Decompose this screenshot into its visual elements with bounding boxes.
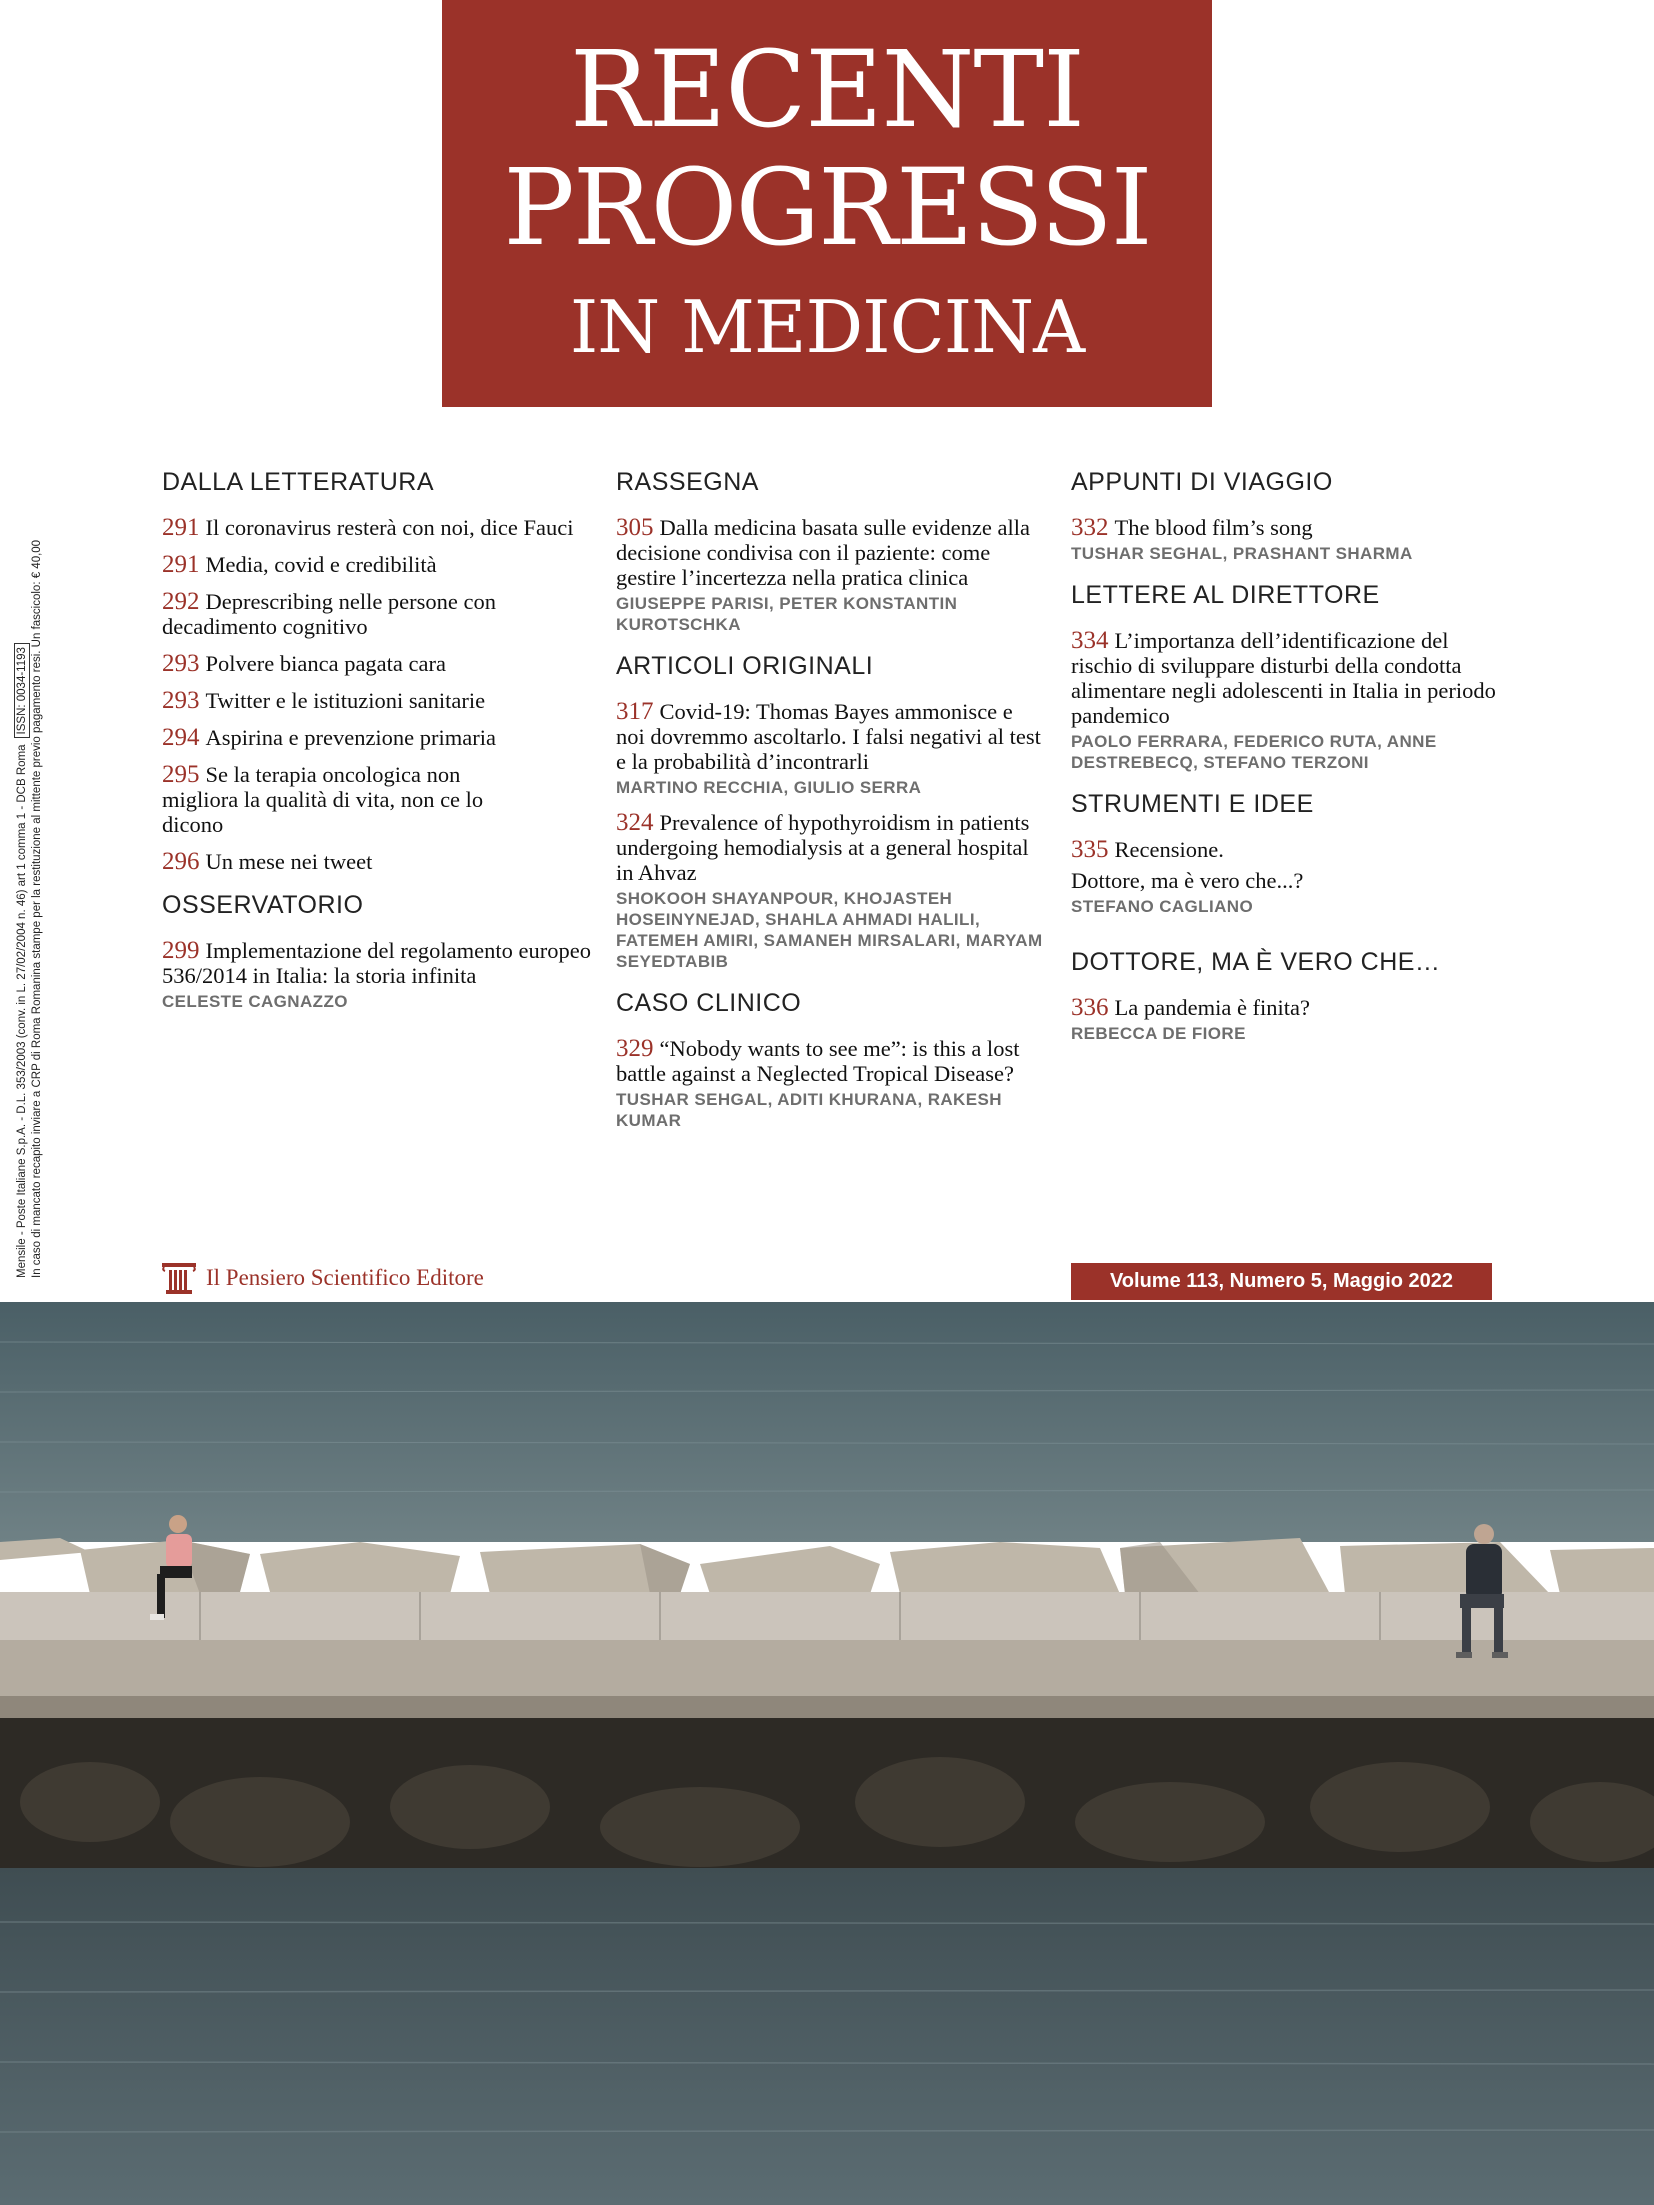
toc-item[interactable] xyxy=(616,515,1036,635)
toc-item[interactable] xyxy=(616,1036,1046,1131)
article-title: Covid-19: Thomas Bayes ammonisce e noi dovremmo ascoltarlo. I falsi negativi al test e la probabilità d’incontrarli xyxy=(616,699,1041,774)
postal-info xyxy=(14,458,44,1278)
section-dottore-ma-e-vero-che xyxy=(1071,945,1501,1044)
masthead-line-1: RECENTI xyxy=(570,28,1084,151)
section-title: RASSEGNA xyxy=(616,468,759,496)
section-osservatorio xyxy=(162,888,592,1012)
article-title: Media, covid e credibilità xyxy=(205,552,437,577)
article-authors: REBECCA DE FIORE xyxy=(1071,1024,1246,1043)
page-number: 329 xyxy=(616,1035,654,1062)
section-title: DOTTORE, MA È VERO CHE… xyxy=(1071,948,1441,976)
toc-column-2 xyxy=(616,465,1046,1145)
article-title: Deprescribing nelle persone con decadimento cognitivo xyxy=(162,589,497,639)
toc-item[interactable] xyxy=(162,651,592,676)
masthead-line-2: PROGRESSI xyxy=(503,146,1151,269)
publisher xyxy=(160,1258,484,1298)
page-number: 299 xyxy=(162,937,200,964)
article-title: Dalla medicina basata sulle evidenze alla decisione condivisa con il paziente: come gestire l’incertezza nella pratica clinica xyxy=(616,515,1030,590)
page-number: 335 xyxy=(1071,836,1109,863)
toc-item[interactable] xyxy=(162,552,592,577)
article-title: La pandemia è finita? xyxy=(1114,995,1311,1020)
section-title: CASO CLINICO xyxy=(616,989,802,1017)
page-number: 293 xyxy=(162,687,200,714)
article-authors: TUSHAR SEHGAL, ADITI KHURANA, RAKESH KUMAR xyxy=(616,1090,1002,1130)
toc-item[interactable] xyxy=(162,762,502,837)
masthead-line-3: IN MEDICINA xyxy=(569,285,1085,369)
toc-item[interactable] xyxy=(162,849,592,874)
page-number: 324 xyxy=(616,809,654,836)
page-number: 334 xyxy=(1071,627,1109,654)
page-number: 294 xyxy=(162,724,200,751)
section-title: ARTICOLI ORIGINALI xyxy=(616,652,874,680)
article-title: Implementazione del regolamento europeo 536/2014 in Italia: la storia infinita xyxy=(162,938,591,988)
toc-item[interactable] xyxy=(162,688,592,713)
toc-item[interactable] xyxy=(1071,515,1501,564)
section-title: APPUNTI DI VIAGGIO xyxy=(1071,468,1333,496)
postal-line-1: Mensile - Poste Italiane S.p.A. - D.L. 353/2003 (conv. in L. 27/02/2004 n. 46) art 1 comma 1 - DCB Roma xyxy=(16,744,28,1278)
masthead xyxy=(442,0,1212,407)
publisher-name: Il Pensiero Scientifico Editore xyxy=(206,1265,484,1290)
cover-photo xyxy=(0,1302,1654,2205)
toc-item[interactable] xyxy=(162,725,592,750)
article-title: The blood film’s song xyxy=(1114,515,1313,540)
toc-item[interactable] xyxy=(1071,628,1496,773)
section-articoli-originali xyxy=(616,649,1046,972)
article-authors: PAOLO FERRARA, FEDERICO RUTA, ANNE DESTREBECQ, STEFANO TERZONI xyxy=(1071,732,1437,772)
section-title: LETTERE AL DIRETTORE xyxy=(1071,581,1380,609)
column-logo-icon xyxy=(160,1260,198,1296)
section-strumenti-e-idee xyxy=(1071,787,1501,917)
page-number: 291 xyxy=(162,514,200,541)
issn-box: ISSN: 0034-1193 xyxy=(14,643,30,738)
article-subtitle: Dottore, ma è vero che...? xyxy=(1071,868,1304,893)
article-authors: TUSHAR SEGHAL, PRASHANT SHARMA xyxy=(1071,544,1413,563)
toc-item[interactable] xyxy=(1071,837,1501,917)
page-number: 292 xyxy=(162,588,200,615)
article-title: Prevalence of hypothyroidism in patients undergoing hemodialysis at a general hospital in Ahvaz xyxy=(616,810,1030,885)
article-authors: STEFANO CAGLIANO xyxy=(1071,897,1254,916)
toc-item[interactable] xyxy=(162,938,592,1012)
section-rassegna xyxy=(616,465,1046,635)
article-title: Twitter e le istituzioni sanitarie xyxy=(205,688,486,713)
toc-item[interactable] xyxy=(616,810,1046,972)
postal-line-2: In caso di mancato recapito inviare a CRP di Roma Romanina stampe per la restituzione al mittente previo pagamento resi. Un fascicolo: € 40,00 xyxy=(31,539,43,1278)
article-title: Un mese nei tweet xyxy=(205,849,373,874)
section-appunti-di-viaggio xyxy=(1071,465,1501,564)
page-number: 293 xyxy=(162,650,200,677)
article-title: Polvere bianca pagata cara xyxy=(205,651,446,676)
article-authors: CELESTE CAGNAZZO xyxy=(162,992,348,1011)
article-title: “Nobody wants to see me”: is this a lost battle against a Neglected Tropical Disease? xyxy=(616,1036,1020,1086)
article-authors: GIUSEPPE PARISI, PETER KONSTANTIN KUROTSCHKA xyxy=(616,594,958,634)
section-title: STRUMENTI E IDEE xyxy=(1071,790,1314,818)
section-lettere-al-direttore xyxy=(1071,578,1501,773)
page-number: 332 xyxy=(1071,514,1109,541)
volume-badge: Volume 113, Numero 5, Maggio 2022 xyxy=(1071,1263,1492,1300)
page-number: 296 xyxy=(162,848,200,875)
page-number: 305 xyxy=(616,514,654,541)
article-title: Se la terapia oncologica non migliora la qualità di vita, non ce lo dicono xyxy=(162,762,484,837)
article-title: Aspirina e prevenzione primaria xyxy=(205,725,497,750)
article-authors: SHOKOOH SHAYANPOUR, KHOJASTEH HOSEINYNEJAD, SHAHLA AHMADI HALILI, FATEMEH AMIRI, SAMANEH MIRSALARI, MARYAM SEYEDTABIB xyxy=(616,889,1043,971)
page-number: 291 xyxy=(162,551,200,578)
toc-item[interactable] xyxy=(1071,995,1501,1044)
page-number: 295 xyxy=(162,761,200,788)
toc-column-1 xyxy=(162,465,592,1026)
page-number: 336 xyxy=(1071,994,1109,1021)
section-caso-clinico xyxy=(616,986,1046,1131)
toc-item[interactable] xyxy=(162,515,592,540)
toc-item[interactable] xyxy=(616,699,1046,798)
article-authors: MARTINO RECCHIA, GIULIO SERRA xyxy=(616,778,922,797)
section-title: DALLA LETTERATURA xyxy=(162,468,435,496)
article-title: Recensione. xyxy=(1114,837,1224,862)
article-title: Il coronavirus resterà con noi, dice Fauci xyxy=(205,515,574,540)
section-dalla-letteratura xyxy=(162,465,592,874)
toc-item[interactable] xyxy=(162,589,592,639)
page-number: 317 xyxy=(616,698,654,725)
section-title: OSSERVATORIO xyxy=(162,891,364,919)
article-title: L’importanza dell’identificazione del rischio di sviluppare disturbi della condotta alimentare negli adolescenti in Italia in periodo pandemico xyxy=(1071,628,1496,728)
toc-column-3 xyxy=(1071,465,1501,1058)
